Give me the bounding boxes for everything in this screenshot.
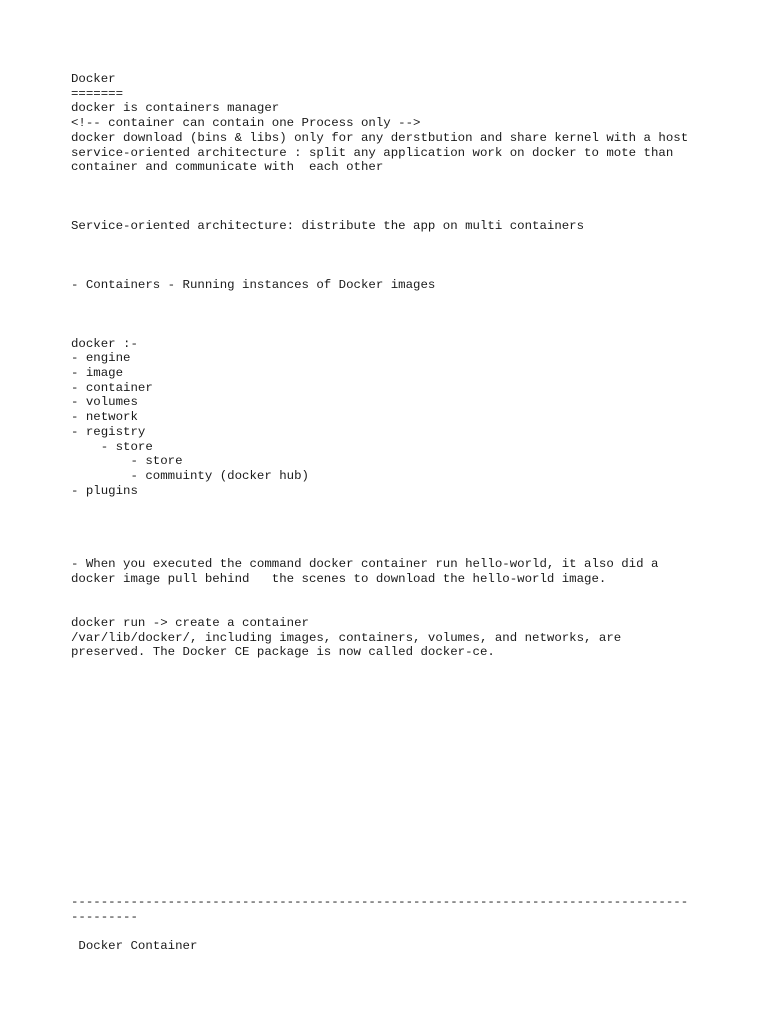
text-line: preserved. The Docker CE package is now called docker-ce. [71, 645, 495, 660]
text-line: - image [71, 366, 124, 381]
text-line: container and communicate with each other [71, 160, 384, 175]
text-line: - store [71, 439, 153, 454]
text-line: ----------------------------------------------------------------------------------- [71, 895, 689, 910]
text-line: docker image pull behind the scenes to download the hello-world image. [71, 571, 607, 586]
text-line: <!-- container can contain one Process only --> [71, 116, 421, 131]
text-line: - plugins [71, 483, 138, 498]
text-line: Docker [71, 72, 116, 86]
text-line: docker run -> create a container [71, 616, 309, 631]
text-line: docker download (bins & libs) only for any derstbution and share kernel with a host [71, 130, 689, 145]
text-line: ======= [71, 86, 124, 101]
document-text [71, 72, 731, 954]
text-line: Service-oriented architecture: distribute the app on multi containers [71, 219, 585, 234]
text-line: - store [71, 454, 183, 469]
text-line: - Containers - Running instances of Docker images [71, 277, 436, 292]
text-line: - container [71, 380, 153, 395]
text-line: Docker Container [71, 939, 198, 954]
text-line: service-oriented architecture : split any application work on docker to mote than [71, 145, 674, 160]
text-line: --------- [71, 910, 138, 925]
text-line: docker :- [71, 336, 138, 351]
text-line: /var/lib/docker/, including images, containers, volumes, and networks, are [71, 630, 622, 645]
text-line: - When you executed the command docker container run hello-world, it also did a [71, 557, 659, 572]
text-line: - network [71, 410, 138, 425]
text-line: - commuinty (docker hub) [71, 468, 309, 483]
text-line: - volumes [71, 395, 138, 410]
text-line: - registry [71, 424, 146, 439]
text-line: - engine [71, 351, 131, 366]
text-line: docker is containers manager [71, 101, 280, 116]
